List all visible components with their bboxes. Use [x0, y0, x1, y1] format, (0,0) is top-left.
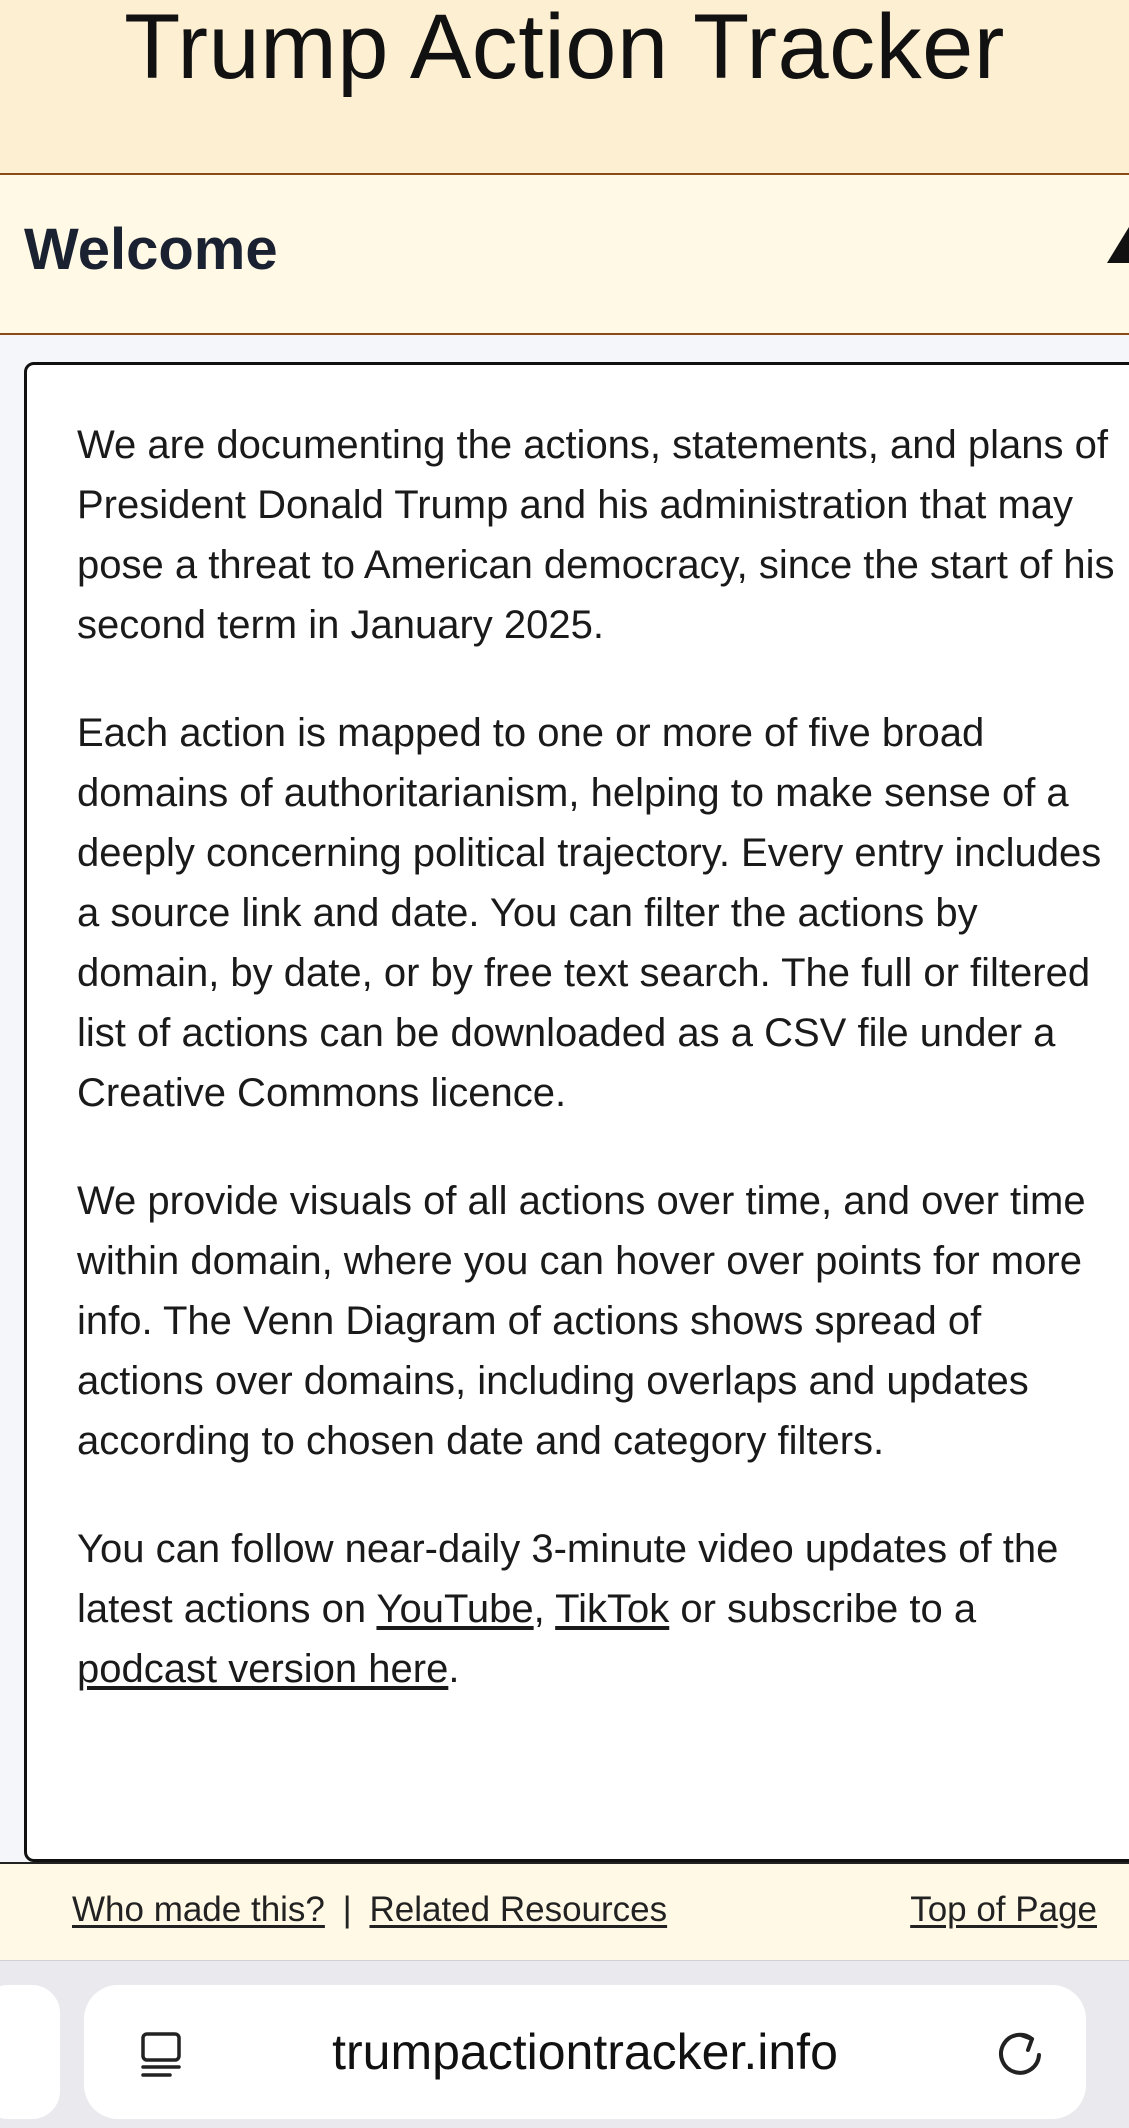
site-header — [0, 0, 1129, 175]
domains-paragraph: Each action is mapped to one or more of five broad domains of authoritarianism, helping to make sense of a deeply concerning political trajectory. Every entry includes a source link and date. You can filter the actions by domain, by date, or by free text search. The full or filtered list of actions can be downloaded as a CSV file under a Creative Commons licence. — [77, 711, 1102, 1115]
updates-text-middle: or subscribe to a — [669, 1587, 977, 1631]
updates-text-end: . — [448, 1647, 460, 1691]
browser-toolbar — [0, 1960, 1129, 2128]
url-text[interactable]: trumpactiontracker.info — [332, 2024, 838, 2080]
related-resources-link[interactable]: Related Resources — [369, 1890, 668, 1929]
footer-bar — [0, 1862, 1129, 1960]
updates-text-start: You can follow near-daily 3-minute video updates of the latest actions on — [77, 1527, 1059, 1631]
address-bar[interactable] — [84, 1985, 1086, 2119]
triangle-up-icon[interactable] — [1105, 215, 1129, 275]
tiktok-link[interactable]: TikTok — [555, 1587, 670, 1631]
welcome-content-card — [24, 362, 1129, 1862]
updates-paragraph — [77, 1519, 1117, 1699]
updates-text-comma: , — [533, 1587, 556, 1631]
welcome-text — [77, 415, 1117, 1747]
top-of-page-link[interactable]: Top of Page — [910, 1890, 1097, 1929]
who-made-this-link[interactable]: Who made this? — [72, 1890, 325, 1929]
youtube-link[interactable]: YouTube — [376, 1587, 534, 1631]
podcast-link[interactable]: podcast version here — [77, 1647, 449, 1691]
welcome-section-header[interactable] — [0, 175, 1129, 335]
footer-links — [72, 1890, 667, 1930]
welcome-heading: Welcome — [24, 217, 278, 282]
reload-icon[interactable] — [992, 2025, 1048, 2081]
intro-paragraph: We are documenting the actions, statements, and plans of President Donald Trump and his administration that may pose a threat to American democracy, since the start of his second term in January 2025. — [77, 423, 1115, 647]
reader-mode-icon[interactable] — [136, 2029, 186, 2079]
site-title: Trump Action Tracker — [124, 0, 1005, 98]
previous-tab-preview[interactable] — [0, 1985, 60, 2119]
visuals-paragraph: We provide visuals of all actions over time, and over time within domain, where you can hover over points for more info. The Venn Diagram of actions shows spread of actions over domains, including overlaps and updates according to chosen date and category filters. — [77, 1179, 1086, 1463]
footer-separator: | — [342, 1890, 352, 1929]
